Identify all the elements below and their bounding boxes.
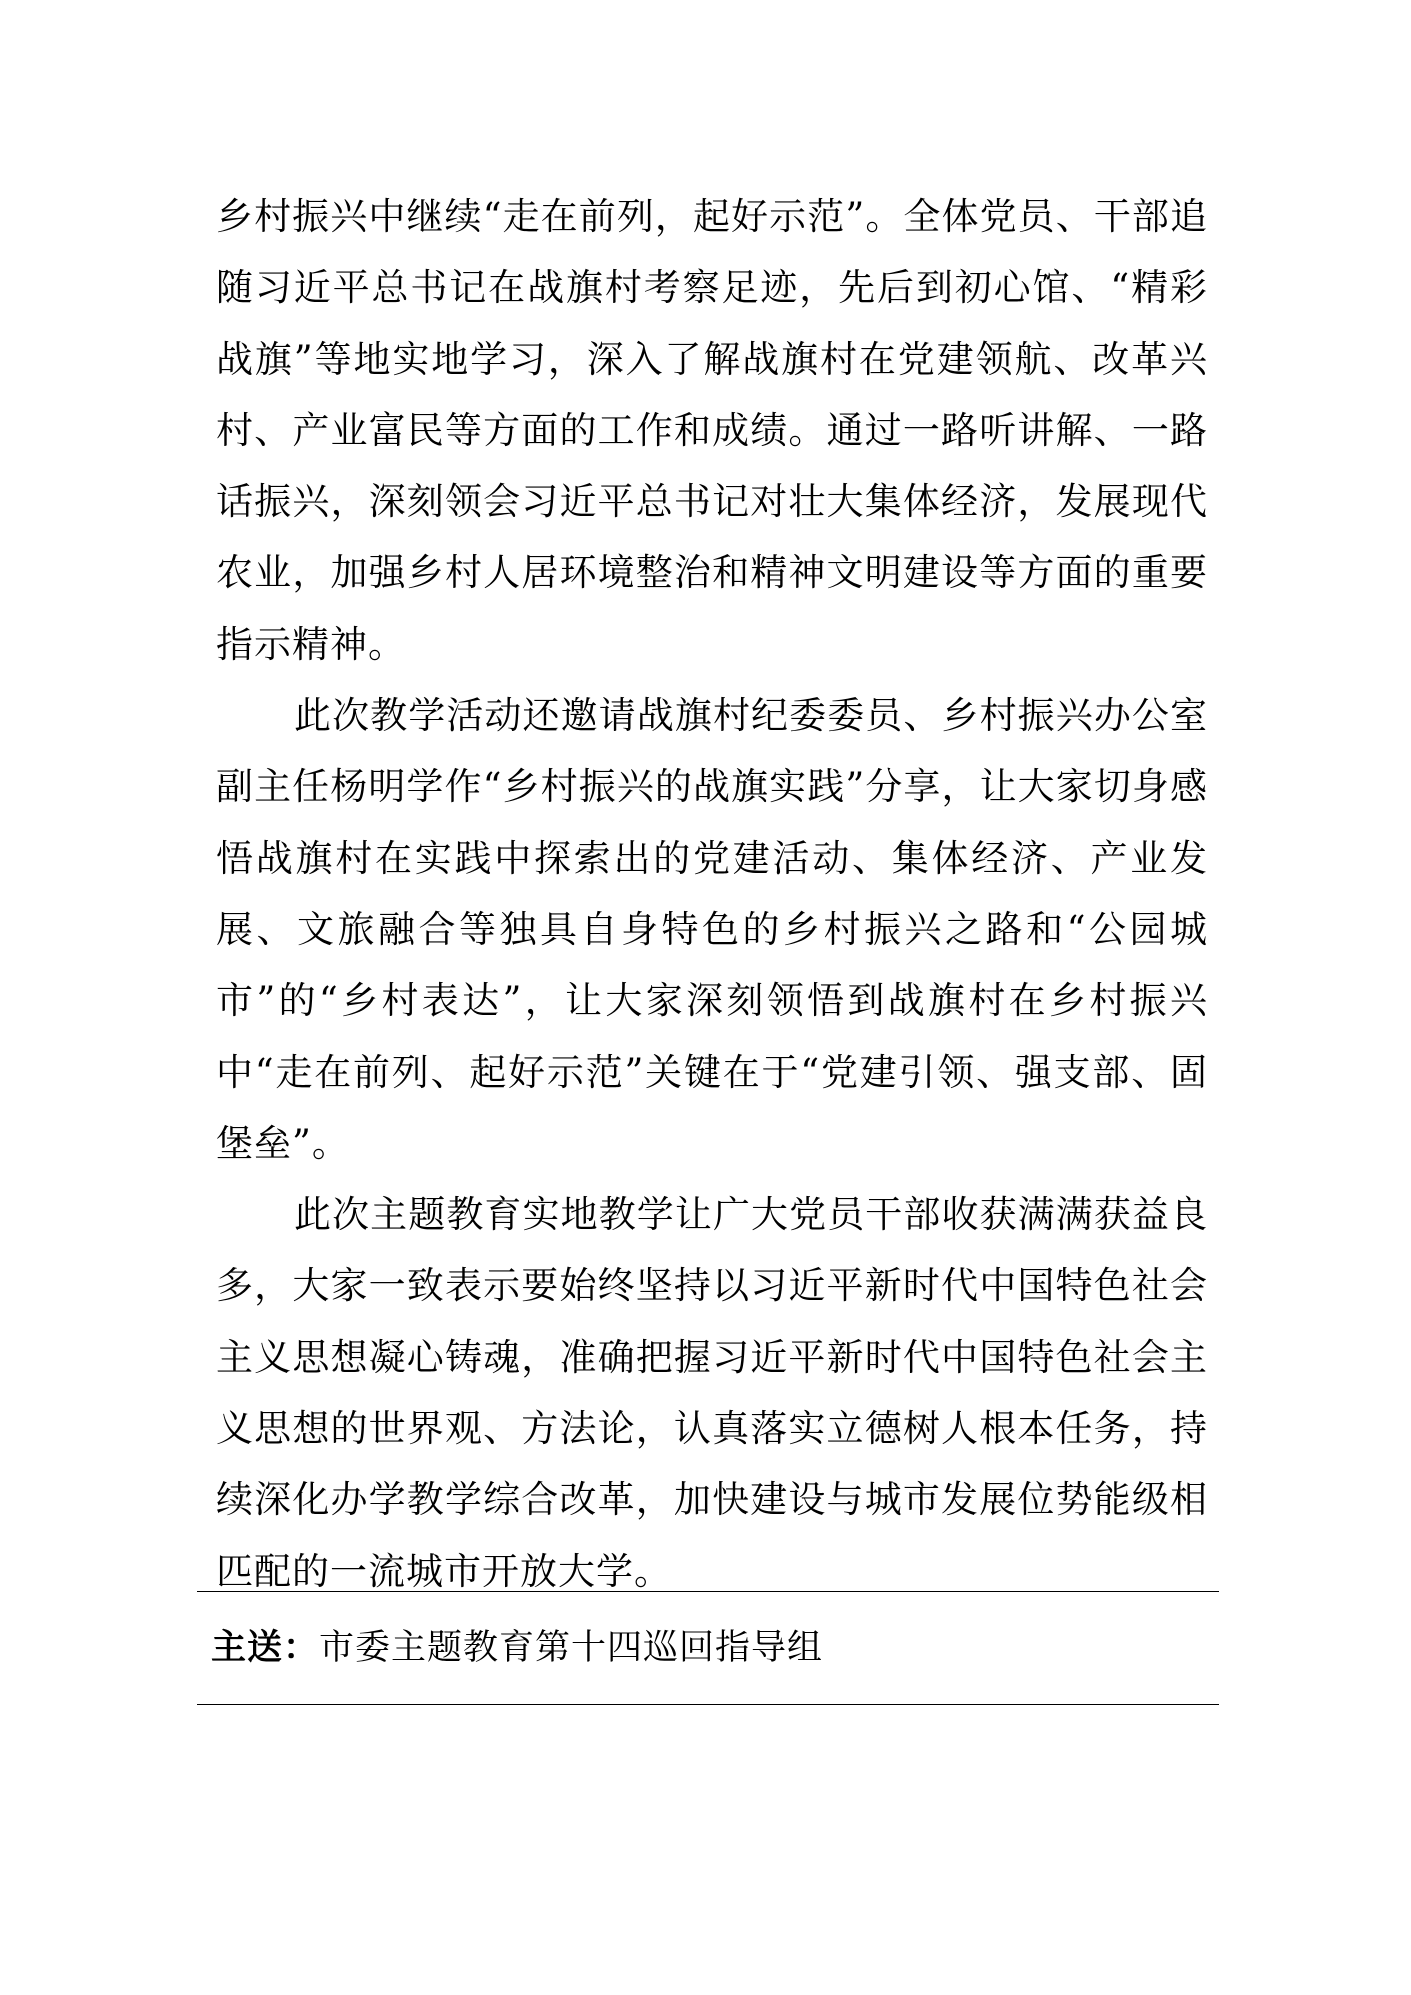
paragraph-1: 乡村振兴中继续“走在前列，起好示范”。全体党员、干部追随习近平总书记在战旗村考察足迹，先后到初心馆、“精彩战旗”等地实地学习，深入了解战旗村在党建领航、改革兴村、产业富民等方面的工作和成绩。通过一路听讲解、一路话振兴，深刻领会习近平总书记对壮大集体经济，发展现代农业，加强乡村人居环境整治和精神文明建设等方面的重要指示精神。 — [216, 195, 1208, 666]
cc-recipient: 市委主题教育第十四巡回指导组 — [319, 1628, 824, 1668]
document-body — [216, 181, 1208, 1607]
paragraph-2: 此次教学活动还邀请战旗村纪委委员、乡村振兴办公室副主任杨明学作“乡村振兴的战旗实践”分享，让大家切身感悟战旗村在实践中探索出的党建活动、集体经济、产业发展、文旅融合等独具自身特色的乡村振兴之路和“公园城市”的“乡村表达”，让大家深刻领悟到战旗村在乡村振兴中“走在前列、起好示范”关键在于“党建引领、强支部、固堡垒”。 — [216, 694, 1208, 1165]
cc-label: 主送： — [211, 1628, 320, 1668]
paragraph-3: 此次主题教育实地教学让广大党员干部收获满满获益良多，大家一致表示要始终坚持以习近平新时代中国特色社会主义思想凝心铸魂，准确把握习近平新时代中国特色社会主义思想的世界观、方法论，认真落实立德树人根本任务，持续深化办学教学综合改革，加快建设与城市发展位势能级相匹配的一流城市开放大学。 — [216, 1193, 1208, 1593]
cc-top-rule — [197, 1591, 1219, 1592]
cc-line — [211, 1620, 823, 1676]
cc-bottom-rule — [197, 1704, 1219, 1705]
